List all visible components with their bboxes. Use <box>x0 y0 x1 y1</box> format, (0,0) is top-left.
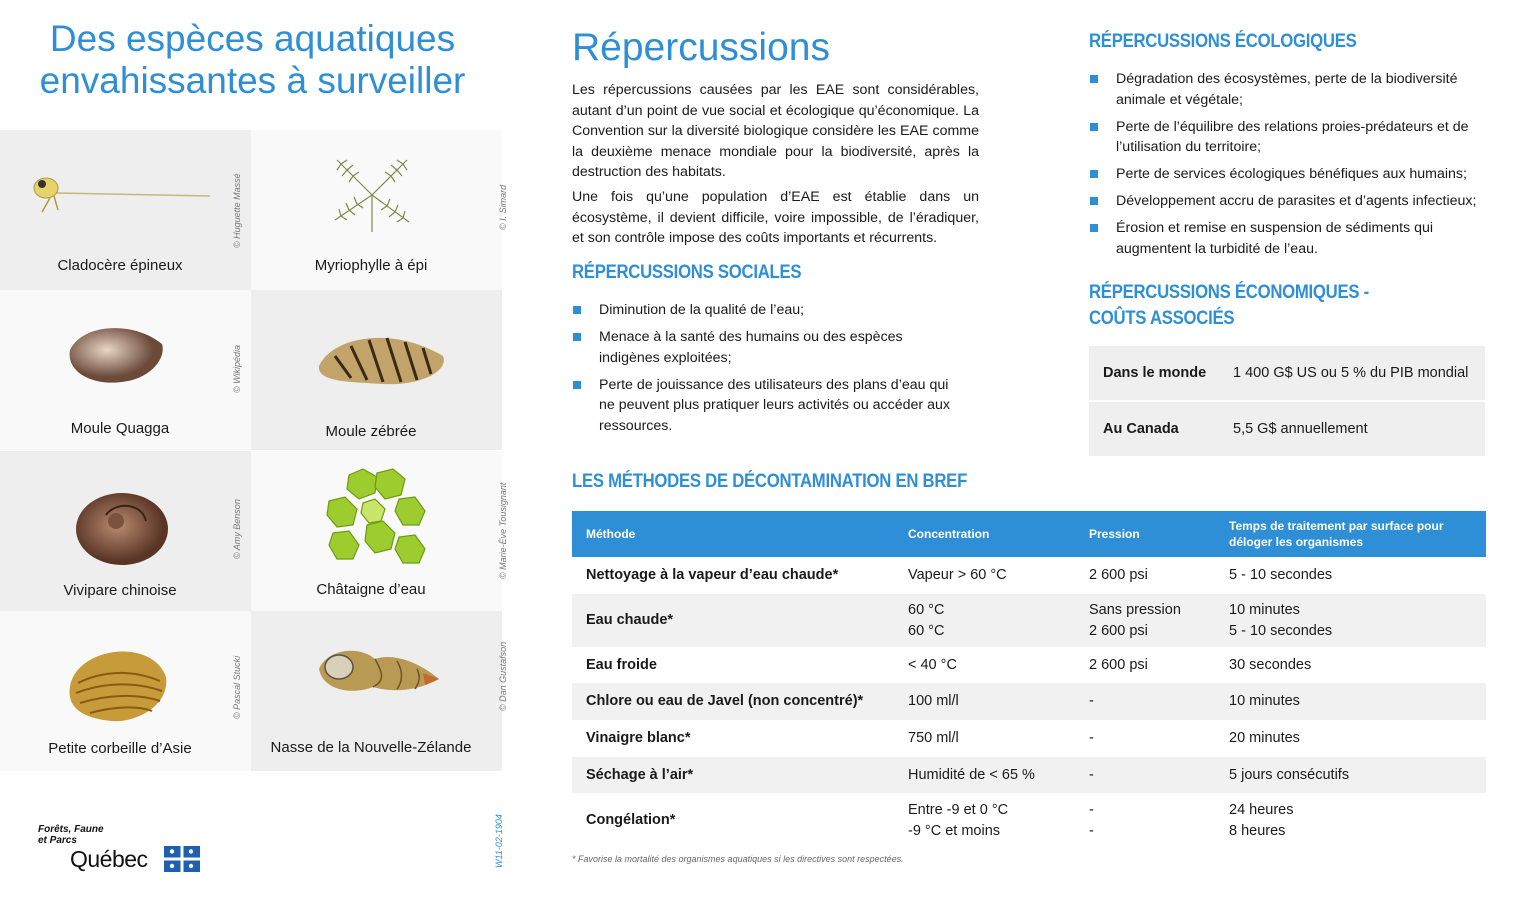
mudsnail-icon <box>313 639 443 699</box>
species-name: Moule Quagga <box>70 420 170 437</box>
milfoil-icon <box>327 150 417 235</box>
species-name: Nasse de la Nouvelle-Zélande <box>270 739 472 756</box>
column-header: Méthode <box>572 511 894 557</box>
column-header: Pression <box>1075 511 1215 557</box>
list-item: Développement accru de parasites et d’agents infectieux; <box>1089 191 1489 212</box>
intro-paragraph-2: Une fois qu’une population d’EAE est établie dans un écosystème, il devient difficile, voire impossible, de l’éradiquer, et son contrôle impose des coûts importants et récurrents. <box>572 189 979 246</box>
ecological-heading: RÉPERCUSSIONS ÉCOLOGIQUES <box>1089 31 1357 52</box>
time-cell: 30 secondes <box>1229 656 1312 673</box>
concentration-cell: 60 °C 60 °C <box>894 594 1075 647</box>
table-row <box>572 683 1486 720</box>
list-item: Menace à la santé des humains ou des espèces indigènes exploitées; <box>572 327 962 368</box>
pressure-cell: 2 600 psi <box>1089 567 1148 584</box>
list-item: Diminution de la qualité de l’eau; <box>572 300 962 321</box>
concentration-cell: 100 ml/l <box>894 683 1075 720</box>
table-row <box>572 594 1486 647</box>
pressure-cell: - - <box>1089 802 1094 839</box>
time-cell: 10 minutes <box>1215 683 1486 720</box>
social-list <box>572 300 962 443</box>
table-row <box>572 557 1486 594</box>
species-card-cladocere <box>0 130 251 290</box>
spiny-water-flea-icon <box>28 168 213 218</box>
cost-value: 1 400 G$ US ou 5 % du PIB mondial <box>1233 346 1485 401</box>
species-card-corbeille <box>0 611 251 771</box>
time-cell: 5 - 10 secondes <box>1229 567 1333 584</box>
zebra-mussel-icon <box>313 326 453 392</box>
species-card-quagga <box>0 290 251 450</box>
table-header-row <box>572 511 1486 557</box>
methods-table <box>572 511 1486 848</box>
species-name: Moule zébrée <box>325 423 417 440</box>
column-header: Concentration <box>894 511 1075 557</box>
species-card-zebree <box>251 290 502 450</box>
quebec-wordmark: Québec <box>70 846 148 872</box>
table-row <box>572 757 1486 793</box>
column-header: Temps de traitement par surface pour déloger les organismes <box>1215 511 1486 557</box>
pressure-cell: - <box>1089 730 1094 747</box>
photo-credit: © Huguette Massé <box>232 173 242 248</box>
cost-value: 5,5 G$ annuellement <box>1233 401 1485 456</box>
quagga-mussel-icon <box>62 320 172 390</box>
table-row <box>572 647 1486 683</box>
time-cell: 20 minutes <box>1229 730 1300 747</box>
photo-credit: © I. Simard <box>498 184 508 230</box>
list-item: Perte de l’équilibre des relations proies-prédateurs et de l’utilisation du territoire; <box>1089 117 1489 158</box>
cost-table <box>1089 346 1485 456</box>
ecological-list <box>1089 69 1489 266</box>
method-cell: Congélation* <box>586 812 676 829</box>
fleur-de-lis-flag-icon <box>164 846 200 872</box>
concentration-cell: Vapeur > 60 °C <box>908 567 1007 584</box>
concentration-cell: Humidité de < 65 % <box>894 757 1075 793</box>
species-card-myriophylle <box>251 130 508 290</box>
method-cell: Eau froide <box>586 656 657 673</box>
list-item: Perte de services écologiques bénéfiques aux humains; <box>1089 164 1489 185</box>
concentration-cell: Entre -9 et 0 °C -9 °C et moins <box>908 802 1009 839</box>
document-code: W11-02-1904 <box>494 814 504 868</box>
method-cell: Vinaigre blanc* <box>586 730 691 747</box>
list-item: Dégradation des écosystèmes, perte de la biodiversité animale et végétale; <box>1089 69 1489 110</box>
species-name: Châtaigne d’eau <box>316 581 426 598</box>
method-cell: Séchage à l’air* <box>572 757 894 793</box>
list-item: Perte de jouissance des utilisateurs des plans d’eau qui ne peuvent plus pratiquer leurs activités ou accéder aux ressources. <box>572 375 962 437</box>
concentration-cell: < 40 °C <box>908 656 957 673</box>
photo-credit: © Wikipédia <box>232 344 242 393</box>
footnote: * Favorise la mortalité des organismes aquatiques si les directives sont respectées. <box>572 854 904 864</box>
pressure-cell: - <box>1075 683 1215 720</box>
table-row <box>572 793 1486 848</box>
methods-heading: LES MÉTHODES DE DÉCONTAMINATION EN BREF <box>572 471 968 492</box>
main-title: Des espèces aquatiques envahissantes à surveiller <box>39 18 466 101</box>
time-cell: 24 heures 8 heures <box>1229 802 1294 839</box>
photo-credit: © Amy Benson <box>232 499 242 559</box>
table-row <box>1089 346 1485 401</box>
pressure-cell: - <box>1075 757 1215 793</box>
pressure-cell: Sans pression 2 600 psi <box>1075 594 1215 647</box>
ministry-name: Forêts, Faune et Parcs <box>38 824 104 846</box>
list-item: Érosion et remise en suspension de sédiments qui augmentent la turbidité de l’eau. <box>1089 218 1489 259</box>
photo-credit: © Pascal Stucki <box>232 655 242 719</box>
species-name: Cladocère épineux <box>57 257 183 274</box>
species-name: Myriophylle à épi <box>314 257 428 274</box>
photo-credit: © Marie-Ève Tousignant <box>498 482 508 579</box>
species-card-vivipare <box>0 451 251 611</box>
species-card-chataigne <box>251 451 508 611</box>
cost-label: Dans le monde <box>1089 346 1233 401</box>
quebec-logo <box>38 824 218 876</box>
method-cell: Eau chaude* <box>572 594 894 647</box>
table-row <box>572 720 1486 757</box>
water-chestnut-icon <box>319 463 435 575</box>
method-cell: Chlore ou eau de Javel (non concentré)* <box>572 683 894 720</box>
asian-clam-icon <box>62 637 172 727</box>
economic-heading: RÉPERCUSSIONS ÉCONOMIQUES - COÛTS ASSOCIÉS <box>1089 282 1369 329</box>
species-name: Petite corbeille d’Asie <box>48 740 192 757</box>
mystery-snail-icon <box>70 481 174 567</box>
method-cell: Nettoyage à la vapeur d’eau chaude* <box>586 567 839 584</box>
repercussions-title: Répercussions <box>572 26 830 69</box>
intro-paragraph-1: Les répercussions causées par les EAE sont considérables, autant d’un point de vue social et écologique qu’économique. La Convention sur la diversité biologique considère les EAE comme la deuxième menace mondiale pour la biodiversité, après la destruction des habitats. <box>572 82 979 180</box>
table-row <box>1089 401 1485 456</box>
social-heading: RÉPERCUSSIONS SOCIALES <box>572 262 802 283</box>
pressure-cell: 2 600 psi <box>1089 656 1148 673</box>
species-card-nasse <box>251 611 508 771</box>
species-name: Vivipare chinoise <box>63 582 177 599</box>
time-cell: 5 jours consécutifs <box>1215 757 1486 793</box>
photo-credit: © Dan Gustafson <box>498 641 508 711</box>
cost-label: Au Canada <box>1089 401 1233 456</box>
concentration-cell: 750 ml/l <box>908 730 959 747</box>
time-cell: 10 minutes 5 - 10 secondes <box>1215 594 1486 647</box>
